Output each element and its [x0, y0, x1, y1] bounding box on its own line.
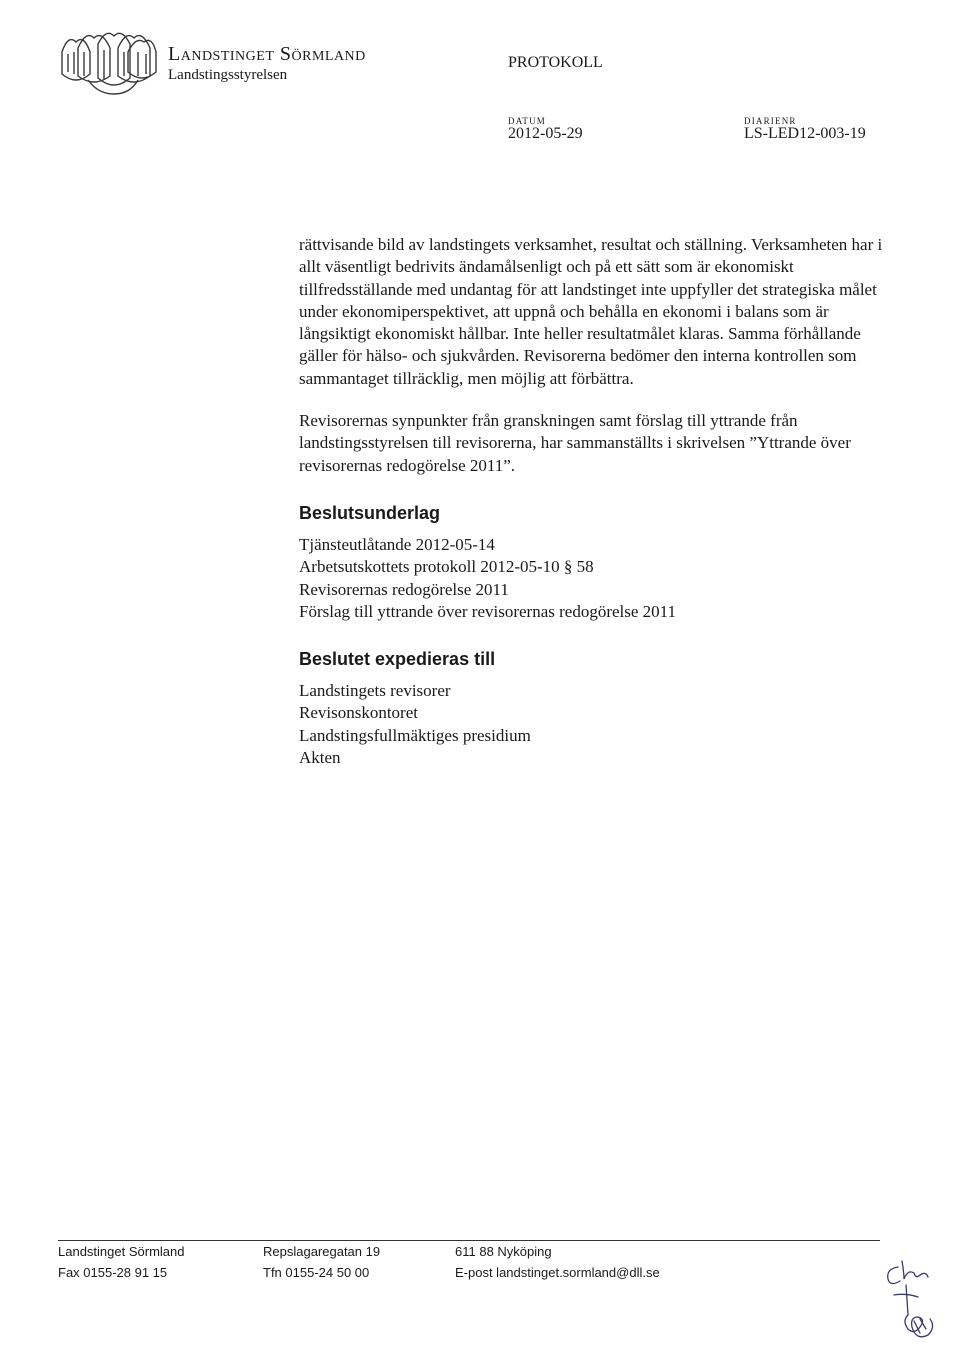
paragraph-synpunkter: Revisorernas synpunkter från granskningen samt förslag till yttrande från landstingsstyrelsen till revisorerna, har sammanställts i skrivelsen ”Yttrande över revisorernas redogörelse 2011”. — [299, 411, 851, 475]
diarienr-value: LS-LED12-003-19 — [744, 125, 866, 142]
paragraph-assessment: rättvisande bild av landstingets verksamhet, resultat och ställning. Verksamheten har i allt väsentligt bedrivits ändamålsenligt och på ett sätt som är ekonomiskt tillfredsställande med undantag för att landstinget inte uppfyller det strategiska målet under ekonomiperspektivet, att uppnå och behålla en ekonomi i balans som är långsiktigt ekonomiskt hållbar. Inte heller resultatmålet klaras. Samma förhållande gäller för hälso- och sjukvården. Revisorerna bedömer den interna kontrollen som sammantaget tillräcklig, men möjlig att förbättra. — [299, 235, 883, 388]
document-type: PROTOKOLL — [508, 54, 603, 71]
beslutsunderlag-list — [299, 534, 899, 624]
footer-phone: Tfn 0155-24 50 00 — [263, 1265, 370, 1280]
document-body — [299, 234, 899, 770]
landstinget-logo-icon — [58, 30, 158, 96]
date-value: 2012-05-29 — [508, 125, 583, 142]
list-item: Revisorernas redogörelse 2011 — [299, 579, 509, 599]
diarienr-label: DIARIENR — [744, 116, 797, 126]
list-item: Akten — [299, 748, 341, 768]
list-item: Förslag till yttrande över revisorernas redogörelse 2011 — [299, 602, 677, 622]
organization-unit: Landstingsstyrelsen — [168, 67, 288, 83]
list-item: Landstingsfullmäktiges presidium — [299, 725, 531, 745]
footer-fax: Fax 0155-28 91 15 — [58, 1265, 168, 1280]
list-item: Revisonskontoret — [299, 703, 418, 723]
heading-beslutsunderlag: Beslutsunderlag — [299, 502, 441, 523]
list-item: Landstingets revisorer — [299, 680, 451, 700]
date-label: DATUM — [508, 116, 547, 126]
list-item: Arbetsutskottets protokoll 2012-05-10 § 58 — [299, 557, 594, 577]
footer-email: E-post landstinget.sormland@dll.se — [455, 1265, 660, 1280]
signature-initials-icon — [880, 1255, 946, 1351]
expedieras-list — [299, 680, 899, 770]
footer-divider — [58, 1240, 880, 1241]
list-item: Tjänsteutlåtande 2012-05-14 — [299, 534, 495, 554]
footer-address: Repslagaregatan 19 — [263, 1244, 381, 1259]
heading-expedieras: Beslutet expedieras till — [299, 648, 496, 669]
footer-org: Landstinget Sörmland — [58, 1244, 185, 1259]
footer-postal: 611 88 Nyköping — [455, 1244, 552, 1259]
organization-name: Landstinget Sörmland — [168, 43, 366, 65]
